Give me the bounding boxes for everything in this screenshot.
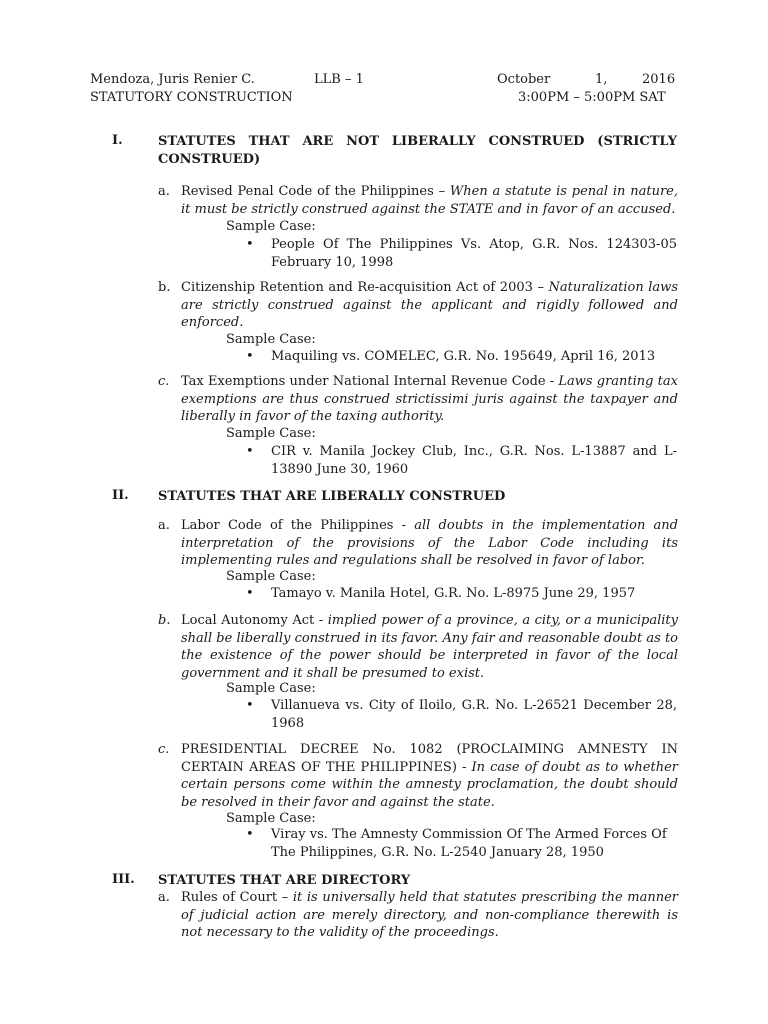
list-item (158, 889, 678, 942)
statute-name: Tax Exemptions under National Internal Revenue Code - (181, 374, 559, 389)
sample-case: People Of The Philippines Vs. Atop, G.R. Nos. 124303-05 February 10, 1998 (271, 237, 677, 270)
list-item (158, 373, 678, 426)
statute-name: Labor Code of the Philippines - (181, 518, 415, 533)
sample-case-label: Sample Case: (226, 811, 316, 826)
statute-rule: When a statute is penal in nature, it must be strictly construed against the STATE and in favor of an accused. (181, 184, 678, 217)
item-label: c. (158, 742, 170, 757)
bullet: • (246, 444, 254, 459)
statute-name: Revised Penal Code of the Philippines – (181, 184, 450, 199)
sample-case: Tamayo v. Manila Hotel, G.R. No. L-8975 June 29, 1957 (271, 586, 636, 601)
statute-name: Citizenship Retention and Re-acquisition Act of 2003 – (181, 280, 549, 295)
sample-case-label: Sample Case: (226, 681, 316, 696)
list-item (158, 279, 678, 332)
bullet: • (246, 698, 254, 713)
statute-rule: In case of doubt as to whether certain persons come within the amnesty proclamation, the doubt should be resolved in their favor and against the state. (181, 759, 678, 810)
student-name: Mendoza, Juris Renier C. (90, 72, 255, 87)
sample-case: Villanueva vs. City of Iloilo, G.R. No. L-26521 December 28, 1968 (271, 698, 677, 731)
statute-rule: it is universally held that statutes prescribing the manner of judicial action are merely directory, and non-compliance therewith is not necessary to the validity of the proceedings. (181, 890, 678, 940)
section-title-cont: CONSTRUED) (158, 152, 261, 167)
section-title: STATUTES THAT ARE NOT LIBERALLY CONSTRUED (STRICTLY (158, 134, 677, 149)
item-label: c. (158, 374, 170, 389)
course: LLB – 1 (314, 72, 364, 87)
sample-case-label: Sample Case: (226, 569, 316, 584)
statute-name: Local Autonomy Act - (181, 613, 328, 628)
list-item (158, 612, 678, 682)
bullet: • (246, 586, 254, 601)
sample-case: Maquiling vs. COMELEC, G.R. No. 195649, April 16, 2013 (271, 349, 656, 364)
item-label: b. (158, 280, 171, 295)
bullet: • (246, 827, 254, 842)
bullet: • (246, 237, 254, 252)
statute-name: Rules of Court – (181, 890, 293, 905)
section-numeral: III. (112, 872, 135, 887)
section-title: STATUTES THAT ARE LIBERALLY CONSTRUED (158, 489, 506, 504)
statute-rule: Naturalization laws are strictly construed against the applicant and rigidly followed and enforced. (181, 280, 678, 330)
statute-rule: implied power of a province, a city, or a municipality shall be liberally construed in its favor. Any fair and reasonable doubt as to the existence of the power should be interpreted in favor of the local government and it shall be presumed to exist. (181, 613, 678, 681)
item-label: a. (158, 890, 170, 905)
section-numeral: I. (112, 133, 123, 148)
date-year: 2016 (642, 72, 676, 87)
section-numeral: II. (112, 488, 129, 503)
section-title: STATUTES THAT ARE DIRECTORY (158, 873, 411, 888)
sample-case-label: Sample Case: (226, 219, 316, 234)
date-day: 1, (595, 72, 608, 87)
list-item (158, 517, 678, 570)
statute-rule: Laws granting tax exemptions are thus construed strictissimi juris against the taxpayer and liberally in favor of the taxing authority. (181, 374, 678, 424)
date-month: October (497, 72, 551, 87)
statute-rule: all doubts in the implementation and interpretation of the provisions of the Labor Code including its implementing rules and regulations shall be resolved in favor of labor. (181, 518, 679, 568)
list-item (158, 741, 678, 811)
item-label: a. (158, 184, 170, 199)
item-label: a. (158, 518, 170, 533)
sample-case-label: Sample Case: (226, 332, 316, 347)
statute-name: PRESIDENTIAL DECREE No. 1082 (PROCLAIMING AMNESTY IN CERTAIN AREAS OF THE PHILIPPINES) - (181, 742, 678, 775)
subject: STATUTORY CONSTRUCTION (90, 90, 293, 105)
bullet: • (246, 349, 254, 364)
item-label: b. (158, 613, 171, 628)
sample-case: Viray vs. The Amnesty Commission Of The Armed Forces Of The Philippines, G.R. No. L-2540 January 28, 1950 (271, 827, 667, 860)
sample-case: CIR v. Manila Jockey Club, Inc., G.R. Nos. L-13887 and L-13890 June 30, 1960 (271, 444, 677, 477)
list-item (158, 183, 678, 218)
schedule: 3:00PM – 5:00PM SAT (518, 90, 666, 105)
sample-case-label: Sample Case: (226, 426, 316, 441)
